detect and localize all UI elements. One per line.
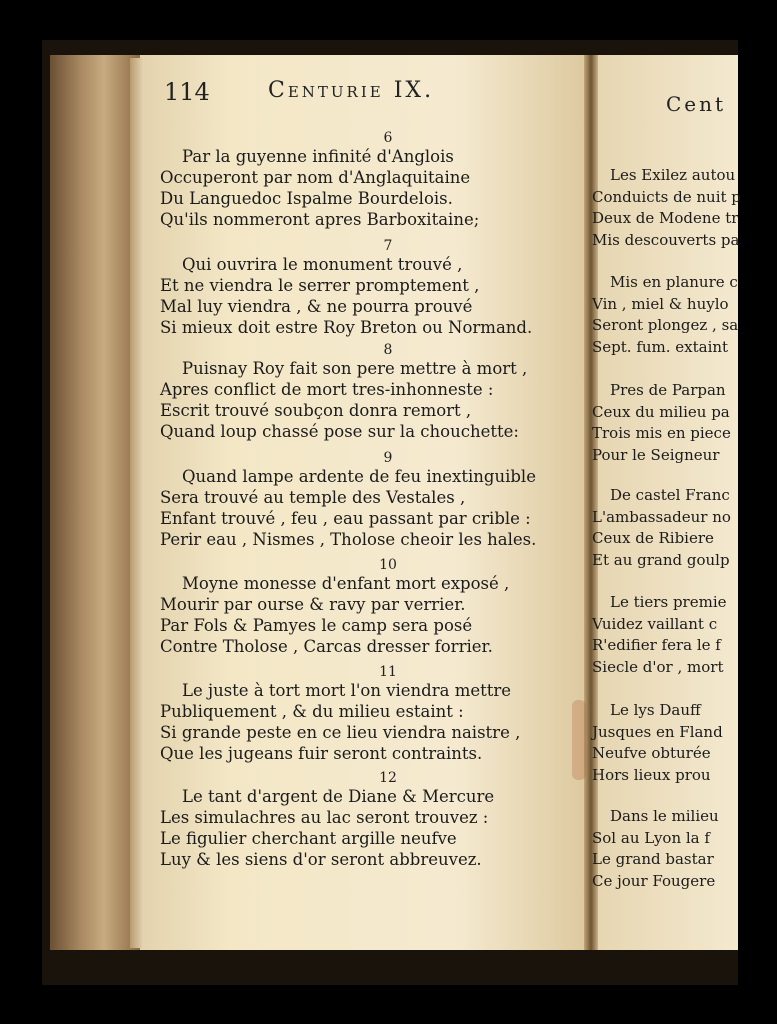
right-quatrain-1	[592, 165, 742, 251]
verse-line: Qui ouvrira le monument trouvé ,	[182, 255, 463, 274]
right-quatrain-6	[592, 700, 742, 786]
running-head: Centurie IX.	[268, 78, 435, 103]
verse-line: Que les jugeans fuir seront contraints.	[160, 744, 483, 763]
quatrain-11	[160, 664, 570, 764]
verse-line: Publiquement , & du milieu estaint :	[160, 702, 464, 721]
verse-line: Le lys Dauff	[610, 701, 701, 719]
verse-line: Moyne monesse d'enfant mort exposé ,	[182, 574, 510, 593]
verse-line: Du Languedoc Ispalme Bourdelois.	[160, 189, 453, 208]
right-quatrain-3	[592, 380, 742, 466]
quatrain-number: 10	[379, 557, 397, 573]
verse-line: Le juste à tort mort l'on viendra mettre	[182, 681, 512, 700]
verse-line: Par la guyenne infinité d'Anglois	[182, 147, 454, 166]
verse-line: Apres conflict de mort tres-inhonneste :	[160, 380, 494, 399]
verse-line: Quand lampe ardente de feu inextinguible	[182, 467, 536, 486]
quatrain-8	[160, 342, 570, 442]
verse-line: Deux de Modene tr	[592, 209, 739, 227]
verse-line: R'edifier fera le f	[592, 636, 721, 654]
verse-line: Et ne viendra le serrer promptement ,	[160, 276, 480, 295]
verse-line: Ce jour Fougere	[592, 871, 716, 890]
quatrain-7	[160, 238, 570, 338]
quatrain-9	[160, 450, 570, 550]
verse-line: Pres de Parpan	[610, 381, 726, 399]
verse-line: Le figulier cherchant argille neufve	[160, 829, 457, 848]
quatrain-10	[160, 557, 570, 657]
verse-line: Neufve obturée	[592, 744, 711, 762]
verse-line: Les Exilez autou	[610, 166, 736, 184]
verse-line: Les simulachres au lac seront trouvez :	[160, 808, 489, 827]
verse-line: Jusques en Fland	[592, 722, 723, 741]
quatrain-6	[160, 130, 570, 230]
page-number: 114	[164, 78, 210, 106]
quatrain-number: 12	[379, 770, 397, 786]
verse-line: Sept. fum. extaint	[592, 337, 729, 356]
verse-line: Si mieux doit estre Roy Breton ou Normand.	[160, 318, 533, 337]
verse-line: Perir eau , Nismes , Tholose cheoir les hales.	[160, 530, 537, 549]
verse-line: Puisnay Roy fait son pere mettre à mort ,	[182, 359, 528, 378]
verse-line: Vin , miel & huylo	[592, 294, 729, 313]
quatrain-12	[160, 770, 570, 870]
verse-line: Luy & les siens d'or seront abbreuvez.	[160, 850, 482, 869]
verse-line: Sera trouvé au temple des Vestales ,	[160, 488, 466, 507]
verse-line: Escrit trouvé soubçon donra remort ,	[160, 401, 472, 420]
right-quatrain-5	[592, 592, 742, 678]
verse-line: Le tant d'argent de Diane & Mercure	[182, 787, 495, 806]
verse-line: Conduicts de nuit p	[592, 187, 741, 206]
page-header	[160, 78, 580, 112]
page-stain	[572, 700, 586, 780]
verse-line: Mal luy viendra , & ne pourra prouvé	[160, 297, 473, 316]
verse-line: L'ambassadeur no	[592, 507, 731, 526]
verse-line: Mis en planure c	[610, 273, 738, 291]
right-quatrain-2	[592, 272, 742, 358]
verse-line: Sol au Lyon la f	[592, 828, 710, 847]
verse-line: Mis descouverts pa	[592, 230, 740, 249]
book-spine	[50, 55, 140, 950]
verse-line: Occuperont par nom d'Anglaquitaine	[160, 168, 471, 187]
verse-line: Ceux de Ribiere	[592, 529, 714, 547]
verse-line: Dans le milieu	[610, 807, 719, 825]
verse-line: Enfant trouvé , feu , eau passant par crible :	[160, 509, 531, 528]
quatrain-number: 9	[383, 450, 393, 466]
quatrain-number: 8	[383, 342, 393, 358]
right-running-head: Cent	[666, 92, 727, 116]
verse-line: Si grande peste en ce lieu viendra naistre ,	[160, 723, 521, 742]
verse-line: Le grand bastar	[592, 850, 714, 868]
verse-line: Contre Tholose , Carcas dresser forrier.	[160, 637, 493, 656]
page-stack-edge	[130, 58, 144, 948]
verse-line: De castel Franc	[610, 486, 730, 504]
verse-line: Vuidez vaillant c	[592, 614, 718, 633]
verse-line: Par Fols & Pamyes le camp sera posé	[160, 616, 473, 635]
right-quatrain-4	[592, 485, 742, 571]
verse-line: Mourir par ourse & ravy par verrier.	[160, 595, 466, 614]
verse-line: Le tiers premie	[610, 593, 727, 611]
verse-line: Ceux du milieu pa	[592, 402, 730, 421]
quatrain-number: 11	[379, 664, 397, 680]
verse-line: Et au grand goulp	[592, 550, 730, 569]
quatrain-number: 6	[383, 130, 393, 146]
right-quatrain-7	[592, 806, 742, 892]
quatrain-number: 7	[383, 238, 393, 254]
verse-line: Pour le Seigneur	[592, 445, 720, 464]
verse-line: Siecle d'or , mort	[592, 657, 724, 676]
verse-line: Seront plongez , sa	[592, 316, 739, 334]
verse-line: Qu'ils nommeront apres Barboxitaine;	[160, 210, 480, 229]
verse-line: Hors lieux prou	[592, 765, 711, 784]
verse-line: Trois mis en piece	[592, 424, 731, 442]
verse-line: Quand loup chassé pose sur la chouchette:	[160, 422, 519, 441]
